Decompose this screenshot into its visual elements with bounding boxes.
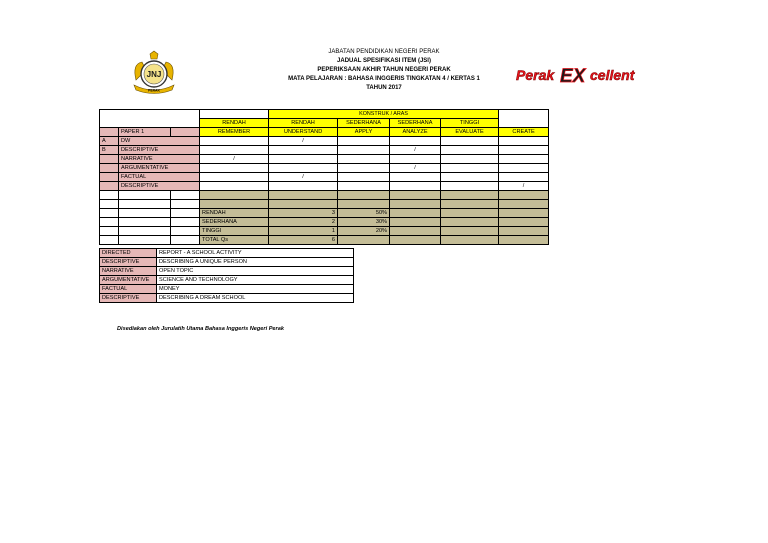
table-row xyxy=(100,155,549,164)
section-label xyxy=(100,173,119,182)
table-cell xyxy=(499,227,549,236)
skill-header: APPLY xyxy=(338,128,390,137)
level-header: SEDERHANA xyxy=(338,119,390,128)
paper-label: PAPER 1 xyxy=(119,128,171,137)
legend-topic: MONEY xyxy=(157,285,354,294)
legend-row xyxy=(100,267,354,276)
svg-text:JNJ: JNJ xyxy=(146,70,162,79)
prepared-by-note: Disediakan oleh Jurulatih Utama Bahasa Inggeris Negeri Perak xyxy=(117,326,284,332)
level-mark xyxy=(441,173,499,182)
level-mark xyxy=(338,182,390,191)
table-cell xyxy=(200,191,269,200)
table-row xyxy=(100,236,549,245)
table-cell xyxy=(119,227,171,236)
legend-row xyxy=(100,276,354,285)
header-line-1: JABATAN PENDIDIKAN NEGERI PERAK xyxy=(328,49,440,55)
table-row xyxy=(100,137,549,146)
level-mark xyxy=(338,146,390,155)
specification-table xyxy=(99,109,549,245)
konstruk-aras-header: KONSTRUK / ARAS xyxy=(269,110,499,119)
summary-label: TINGGI xyxy=(200,227,269,236)
level-mark xyxy=(269,155,338,164)
document-header xyxy=(0,48,768,93)
table-cell xyxy=(119,191,171,200)
question-type: DESCRIPTIVE xyxy=(119,146,200,155)
level-mark: / xyxy=(390,146,441,155)
summary-label: RENDAH xyxy=(200,209,269,218)
level-mark: / xyxy=(499,182,549,191)
level-mark: / xyxy=(200,155,269,164)
skill-header: REMEMBER xyxy=(200,128,269,137)
table-cell xyxy=(390,236,441,245)
table-row xyxy=(100,200,549,209)
table-cell xyxy=(390,218,441,227)
level-mark xyxy=(200,146,269,155)
table-cell xyxy=(269,191,338,200)
table-row xyxy=(100,218,549,227)
question-type: FACTUAL xyxy=(119,173,200,182)
skill-header: UNDERSTAND xyxy=(269,128,338,137)
summary-count: 1 xyxy=(269,227,338,236)
legend-type: ARGUMENTATIVE xyxy=(100,276,157,285)
level-mark: / xyxy=(269,173,338,182)
level-mark: / xyxy=(390,164,441,173)
level-mark xyxy=(200,173,269,182)
question-type: ARGUMENTATIVE xyxy=(119,164,200,173)
header-line-3: PEPERIKSAAN AKHIR TAHUN NEGERI PERAK xyxy=(317,67,451,73)
level-mark xyxy=(390,137,441,146)
table-row xyxy=(100,227,549,236)
summary-count: 3 xyxy=(269,209,338,218)
table-cell xyxy=(441,209,499,218)
level-mark xyxy=(441,146,499,155)
table-cell xyxy=(499,191,549,200)
level-mark xyxy=(441,137,499,146)
table-cell xyxy=(499,218,549,227)
table-row xyxy=(100,128,549,137)
level-mark xyxy=(499,146,549,155)
skill-header: ANALYZE xyxy=(390,128,441,137)
table-cell xyxy=(171,236,200,245)
table-cell xyxy=(119,200,171,209)
specification-table-body xyxy=(100,110,549,245)
level-mark xyxy=(338,173,390,182)
legend-topic: REPORT - A SCHOOL ACTIVITY xyxy=(157,249,354,258)
table-cell xyxy=(499,236,549,245)
header-line-4: MATA PELAJARAN : BAHASA INGGERIS TINGKATAN 4 / KERTAS 1 xyxy=(288,76,480,82)
legend-type: FACTUAL xyxy=(100,285,157,294)
table-cell xyxy=(338,191,390,200)
table-cell xyxy=(441,200,499,209)
table-cell xyxy=(171,227,200,236)
summary-count: 6 xyxy=(269,236,338,245)
level-header: SEDERHANA xyxy=(390,119,441,128)
level-mark xyxy=(390,173,441,182)
table-cell xyxy=(390,209,441,218)
table-row xyxy=(100,191,549,200)
table-cell xyxy=(441,191,499,200)
section-label xyxy=(100,155,119,164)
level-mark xyxy=(200,137,269,146)
level-mark xyxy=(499,173,549,182)
level-mark xyxy=(269,164,338,173)
question-type: DESCRIPTIVE xyxy=(119,182,200,191)
table-row xyxy=(100,146,549,155)
table-cell xyxy=(390,227,441,236)
section-label xyxy=(100,182,119,191)
table-cell xyxy=(119,218,171,227)
table-cell xyxy=(338,200,390,209)
table-row xyxy=(100,110,549,119)
level-mark xyxy=(390,182,441,191)
legend-row xyxy=(100,294,354,303)
legend-topic: DESCRIBING A UNIQUE PERSON xyxy=(157,258,354,267)
summary-percent: 50% xyxy=(338,209,390,218)
writing-type-legend xyxy=(99,248,354,303)
level-header: TINGGI xyxy=(441,119,499,128)
table-cell xyxy=(390,191,441,200)
summary-count: 2 xyxy=(269,218,338,227)
level-mark: / xyxy=(269,137,338,146)
table-cell xyxy=(171,218,200,227)
level-header: RENDAH xyxy=(269,119,338,128)
level-mark xyxy=(499,164,549,173)
writing-type-legend-body xyxy=(100,249,354,303)
level-mark xyxy=(338,155,390,164)
legend-topic: OPEN TOPIC xyxy=(157,267,354,276)
skill-header: CREATE xyxy=(499,128,549,137)
table-row xyxy=(100,173,549,182)
level-mark xyxy=(338,137,390,146)
level-mark xyxy=(441,155,499,164)
table-cell xyxy=(100,209,119,218)
summary-percent xyxy=(338,236,390,245)
table-cell xyxy=(171,209,200,218)
question-type: DW xyxy=(119,137,200,146)
level-mark xyxy=(499,155,549,164)
level-mark xyxy=(499,137,549,146)
table-cell xyxy=(499,200,549,209)
svg-text:PERAK: PERAK xyxy=(148,88,160,93)
table-cell xyxy=(119,236,171,245)
table-cell xyxy=(441,218,499,227)
legend-row xyxy=(100,258,354,267)
legend-type: DESCRIPTIVE xyxy=(100,294,157,303)
table-cell xyxy=(499,209,549,218)
section-label: A xyxy=(100,137,119,146)
level-mark xyxy=(269,182,338,191)
table-cell xyxy=(171,191,200,200)
perak-excellent-logo xyxy=(514,64,652,86)
level-mark xyxy=(200,182,269,191)
table-cell xyxy=(390,200,441,209)
legend-type: DESCRIPTIVE xyxy=(100,258,157,267)
level-mark xyxy=(269,146,338,155)
table-row xyxy=(100,209,549,218)
level-mark xyxy=(441,164,499,173)
header-line-2: JADUAL SPESIFIKASI ITEM (JSI) xyxy=(337,58,431,64)
level-mark xyxy=(441,182,499,191)
table-cell xyxy=(200,200,269,209)
table-row xyxy=(100,182,549,191)
legend-row xyxy=(100,285,354,294)
summary-label: TOTAL Qs xyxy=(200,236,269,245)
summary-percent: 30% xyxy=(338,218,390,227)
table-cell xyxy=(100,227,119,236)
table-cell xyxy=(100,191,119,200)
summary-percent: 20% xyxy=(338,227,390,236)
level-header: RENDAH xyxy=(200,119,269,128)
table-cell xyxy=(119,209,171,218)
skill-header: EVALUATE xyxy=(441,128,499,137)
level-mark xyxy=(338,164,390,173)
legend-type: NARRATIVE xyxy=(100,267,157,276)
level-mark xyxy=(390,155,441,164)
table-cell xyxy=(171,200,200,209)
table-cell xyxy=(269,200,338,209)
summary-label: SEDERHANA xyxy=(200,218,269,227)
header-line-5: TAHUN 2017 xyxy=(366,85,402,91)
table-cell xyxy=(100,218,119,227)
table-row xyxy=(100,164,549,173)
question-type: NARRATIVE xyxy=(119,155,200,164)
legend-type: DIRECTED xyxy=(100,249,157,258)
level-mark xyxy=(200,164,269,173)
table-cell xyxy=(100,200,119,209)
table-cell xyxy=(441,236,499,245)
legend-topic: DESCRIBING A DREAM SCHOOL xyxy=(157,294,354,303)
section-label: B xyxy=(100,146,119,155)
svg-text:Perak: Perak xyxy=(516,67,555,83)
jpn-crest-logo xyxy=(124,50,184,96)
svg-text:EX: EX xyxy=(560,66,586,86)
legend-topic: SCIENCE AND TECHNOLOGY xyxy=(157,276,354,285)
table-cell xyxy=(441,227,499,236)
svg-text:cellent: cellent xyxy=(590,67,635,83)
section-label xyxy=(100,164,119,173)
table-cell xyxy=(100,236,119,245)
legend-row xyxy=(100,249,354,258)
